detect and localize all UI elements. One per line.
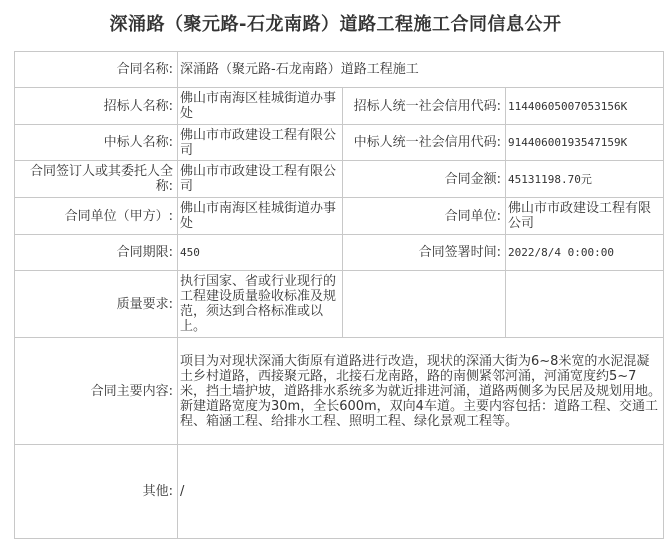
winner-label: 中标人名称:: [15, 125, 178, 161]
other-label: 其他:: [15, 445, 178, 539]
table-row: [15, 338, 664, 445]
table-row: [15, 125, 664, 161]
table-row: [15, 52, 664, 88]
tenderer-value: 佛山市南海区桂城街道办事处: [178, 88, 343, 125]
party-a-label: 合同单位（甲方）:: [15, 198, 178, 235]
table-row: [15, 445, 664, 539]
signer-value: 佛山市市政建设工程有限公司: [178, 161, 343, 198]
table-row: [15, 271, 664, 338]
empty-cell: [343, 271, 506, 338]
content-value: 项目为对现状深涌大街原有道路进行改造，现状的深涌大街为6~8米宽的水泥混凝土乡村道路，西接聚元路，北接石龙南路，路的南侧紧邻河涌，河涌宽度约5~7米，挡土墙护坡，道路排水系统多为就近排进河涌，道路两侧多为民居及规划用地。新建道路宽度为30m，全长600m，双向4车道。主要内容包括：道路工程、交通工程、箱涵工程、给排水工程、照明工程、绿化景观工程等。: [178, 338, 664, 445]
party-b-label: 合同单位:: [343, 198, 506, 235]
contract-info-table: [14, 51, 664, 539]
amount-label: 合同金额:: [343, 161, 506, 198]
sign-time-value: 2022/8/4 0:00:00: [506, 235, 664, 271]
party-b-value: 佛山市市政建设工程有限公司: [506, 198, 664, 235]
contract-name-value: 深涌路（聚元路-石龙南路）道路工程施工: [178, 52, 664, 88]
tenderer-credit-label: 招标人统一社会信用代码:: [343, 88, 506, 125]
tenderer-label: 招标人名称:: [15, 88, 178, 125]
winner-credit-label: 中标人统一社会信用代码:: [343, 125, 506, 161]
winner-credit-value: 91440600193547159K: [506, 125, 664, 161]
table-row: [15, 235, 664, 271]
term-label: 合同期限:: [15, 235, 178, 271]
page-title: 深涌路（聚元路-石龙南路）道路工程施工合同信息公开: [109, 14, 562, 35]
table-row: [15, 198, 664, 235]
term-value: 450: [178, 235, 343, 271]
content-label: 合同主要内容:: [15, 338, 178, 445]
contract-name-label: 合同名称:: [15, 52, 178, 88]
table-row: [15, 88, 664, 125]
signer-label: 合同签订人或其委托人全称:: [15, 161, 178, 198]
table-row: [15, 161, 664, 198]
sign-time-label: 合同签署时间:: [343, 235, 506, 271]
quality-label: 质量要求:: [15, 271, 178, 338]
winner-value: 佛山市市政建设工程有限公司: [178, 125, 343, 161]
other-value: /: [178, 445, 664, 539]
empty-cell: [506, 271, 664, 338]
tenderer-credit-value: 11440605007053156K: [506, 88, 664, 125]
party-a-value: 佛山市南海区桂城街道办事处: [178, 198, 343, 235]
quality-value: 执行国家、省或行业现行的工程建设质量验收标准及规范，须达到合格标准或以上。: [178, 271, 343, 338]
amount-value: 45131198.70元: [506, 161, 664, 198]
